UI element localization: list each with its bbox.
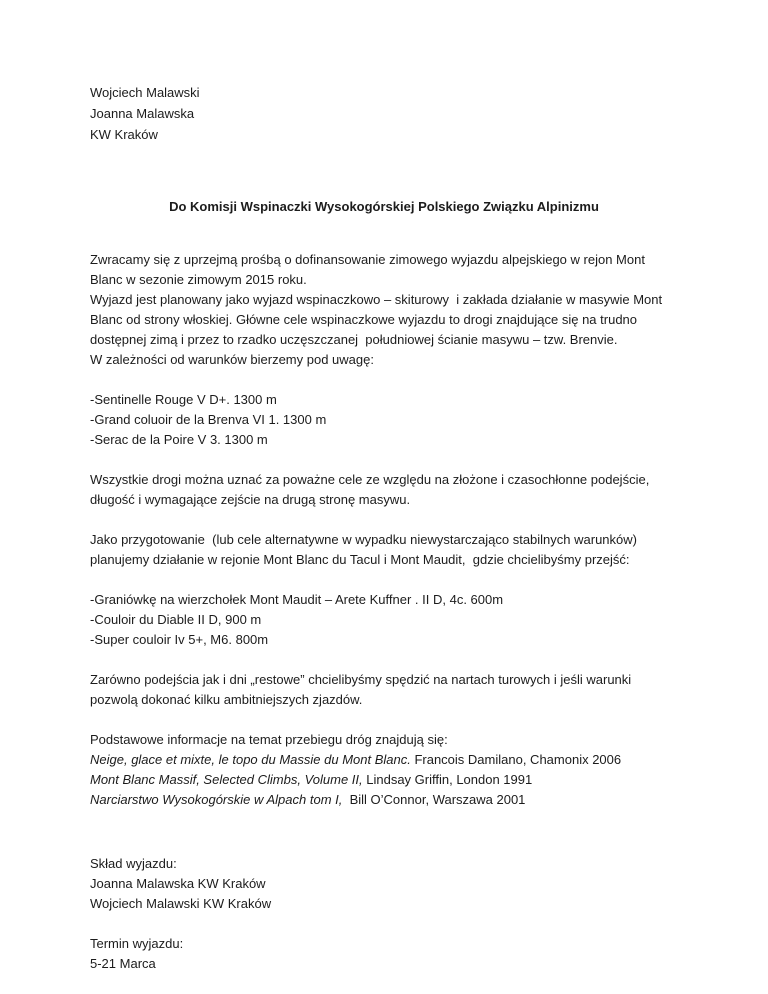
paragraph-line: Jako przygotowanie (lub cele alternatywne w wypadku niewystarczająco stabilnych warunków) [90, 532, 637, 547]
bibliography-author: Lindsay Griffin, London 1991 [362, 772, 533, 787]
paragraph-line: Wyjazd jest planowany jako wyjazd wspinaczkowo – skiturowy i zakłada działanie w masywie Mont [90, 292, 663, 307]
paragraph-line: Blanc od strony włoskiej. Główne cele wspinaczkowe wyjazdu to drogi znajdujące się na trudno [90, 312, 638, 327]
bibliography-title: Mont Blanc Massif, Selected Climbs, Volume II, [90, 772, 363, 787]
team-section [90, 854, 728, 914]
paragraph-line: Wszystkie drogi można uznać za poważne cele ze względu na złożone i czasochłonne podejście, [90, 472, 650, 487]
route-item: -Grand coluoir de la Brenva VI 1. 1300 m [90, 412, 327, 427]
bibliography-item [90, 770, 728, 790]
bibliography-author: Francois Damilano, Chamonix 2006 [410, 752, 622, 767]
bibliography-author: Bill O’Connor, Warszawa 2001 [342, 792, 526, 807]
dates-section [90, 934, 728, 974]
document-heading: Do Komisji Wspinaczki Wysokogórskiej Polskiego Związku Alpinizmu [169, 199, 599, 214]
sender-name-2: Joanna Malawska [90, 106, 195, 121]
paragraph-line: Blanc w sezonie zimowym 2015 roku. [90, 272, 307, 287]
paragraph-line: długość i wymagające zejście na drugą stronę masywu. [90, 492, 411, 507]
route-item: -Graniówkę na wierzchołek Mont Maudit – Arete Kuffner . II D, 4c. 600m [90, 592, 504, 607]
bibliography-title: Narciarstwo Wysokogórskie w Alpach tom I, [90, 792, 343, 807]
paragraph-line: Zarówno podejścia jak i dni „restowe” chcielibyśmy spędzić na nartach turowych i jeśli warunki [90, 672, 632, 687]
dates-value: 5-21 Marca [90, 956, 156, 971]
route-item: -Sentinelle Rouge V D+. 1300 m [90, 392, 277, 407]
paragraph-line: pozwolą dokonać kilku ambitniejszych zjazdów. [90, 692, 363, 707]
sender-block [90, 82, 728, 145]
bibliography-section [90, 730, 728, 810]
team-member: Wojciech Malawski KW Kraków [90, 896, 272, 911]
route-item: -Serac de la Poire V 3. 1300 m [90, 432, 268, 447]
routes-tacul-list [90, 590, 728, 650]
intro-paragraph [90, 250, 728, 370]
sender-club: KW Kraków [90, 127, 158, 142]
preparation-paragraph [90, 530, 728, 570]
rest-days-paragraph [90, 670, 728, 710]
paragraph-line: planujemy działanie w rejonie Mont Blanc du Tacul i Mont Maudit, gdzie chcielibyśmy przejść: [90, 552, 630, 567]
paragraph-line: Zwracamy się z uprzejmą prośbą o dofinansowanie zimowego wyjazdu alpejskiego w rejon Mont [90, 252, 645, 267]
paragraph-line: W zależności od warunków bierzemy pod uwagę: [90, 352, 374, 367]
paragraph-line: dostępnej zimą i przez to rzadko uczęszczanej południowej ścianie masywu – tzw. Brenvie. [90, 332, 618, 347]
dates-label: Termin wyjazdu: [90, 936, 184, 951]
bibliography-intro: Podstawowe informacje na temat przebiegu dróg znajdują się: [90, 732, 448, 747]
bibliography-item [90, 750, 728, 770]
bibliography-title: Neige, glace et mixte, le topo du Massie du Mont Blanc. [90, 752, 411, 767]
route-item: -Super couloir Iv 5+, M6. 800m [90, 632, 269, 647]
route-item: -Couloir du Diable II D, 900 m [90, 612, 262, 627]
serious-goals-paragraph [90, 470, 728, 510]
routes-brenva-list [90, 390, 728, 450]
sender-name-1: Wojciech Malawski [90, 85, 200, 100]
team-member: Joanna Malawska KW Kraków [90, 876, 266, 891]
bibliography-item [90, 790, 728, 810]
team-label: Skład wyjazdu: [90, 856, 177, 871]
